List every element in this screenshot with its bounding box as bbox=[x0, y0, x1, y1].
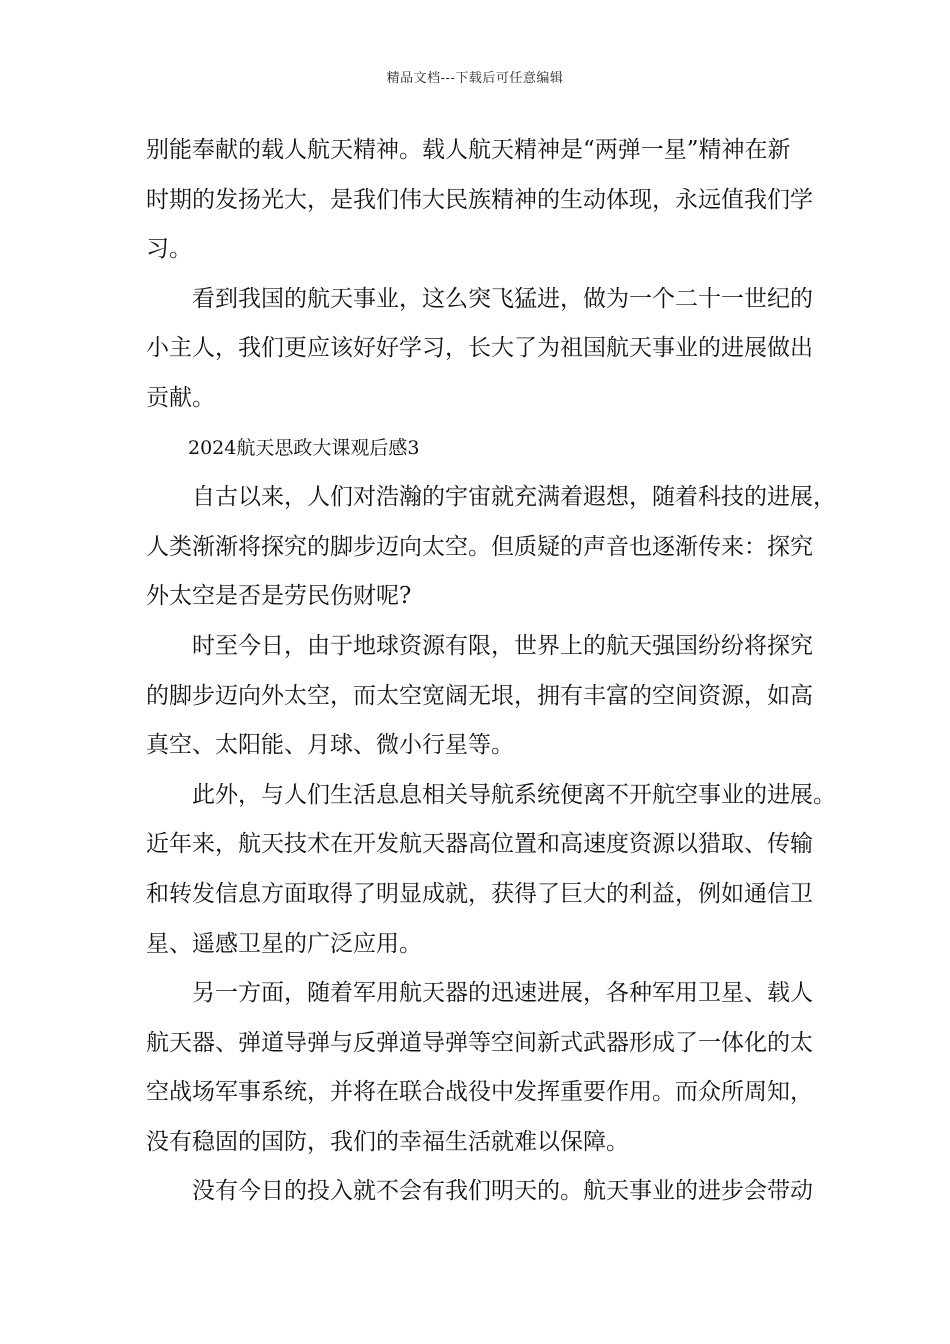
text-line: 小主人，我们更应该好好学习，长大了为祖国航天事业的进展做出 bbox=[146, 335, 813, 362]
text-line: 时至今日，由于地球资源有限，世界上的航天强国纷纷将探究 bbox=[192, 632, 813, 659]
text-line: 空战场军事系统，并将在联合战役中发挥重要作用。而众所周知， bbox=[146, 1079, 813, 1106]
text-line: 时期的发扬光大，是我们伟大民族精神的生动体现，永远值我们学 bbox=[146, 186, 813, 213]
page-header: 精品文档---下载后可任意编辑 bbox=[386, 71, 564, 86]
text-line: 此外，与人们生活息息相关导航系统便离不开航空事业的进展。 bbox=[192, 781, 836, 808]
text-line: 贡献。 bbox=[146, 384, 215, 411]
text-line: 没有稳固的国防，我们的幸福生活就难以保障。 bbox=[146, 1128, 629, 1155]
text-line: 另一方面，随着军用航天器的迅速进展，各种军用卫星、载人 bbox=[192, 980, 813, 1007]
text-line: 和转发信息方面取得了明显成就，获得了巨大的利益，例如通信卫 bbox=[146, 880, 813, 907]
text-line: 星、遥感卫星的广泛应用。 bbox=[146, 930, 422, 957]
section-title: 2024航天思政大课观后感3 bbox=[188, 436, 420, 459]
text-line: 习。 bbox=[146, 236, 192, 263]
text-line: 没有今日的投入就不会有我们明天的。航天事业的进步会带动 bbox=[192, 1178, 813, 1205]
text-line: 近年来，航天技术在开发航天器高位置和高速度资源以猎取、传输 bbox=[146, 831, 813, 858]
text-line: 自古以来，人们对浩瀚的宇宙就充满着遐想，随着科技的进展， bbox=[192, 484, 836, 511]
text-line: 人类渐渐将探究的脚步迈向太空。但质疑的声音也逐渐传来：探究 bbox=[146, 533, 813, 560]
text-line: 航天器、弹道导弹与反弹道导弹等空间新式武器形成了一体化的太 bbox=[146, 1029, 813, 1056]
document-body bbox=[146, 126, 836, 1217]
text-line: 真空、太阳能、月球、微小行星等。 bbox=[146, 732, 514, 759]
text-line: 的脚步迈向外太空，而太空宽阔无垠，拥有丰富的空间资源，如高 bbox=[146, 682, 813, 709]
text-line: 看到我国的航天事业，这么突飞猛进，做为一个二十一世纪的 bbox=[192, 285, 813, 312]
text-line: 别能奉献的载人航天精神。载人航天精神是“两弹一星”精神在新 bbox=[146, 137, 791, 163]
text-line: 外太空是否是劳民伤财呢? bbox=[146, 583, 412, 610]
